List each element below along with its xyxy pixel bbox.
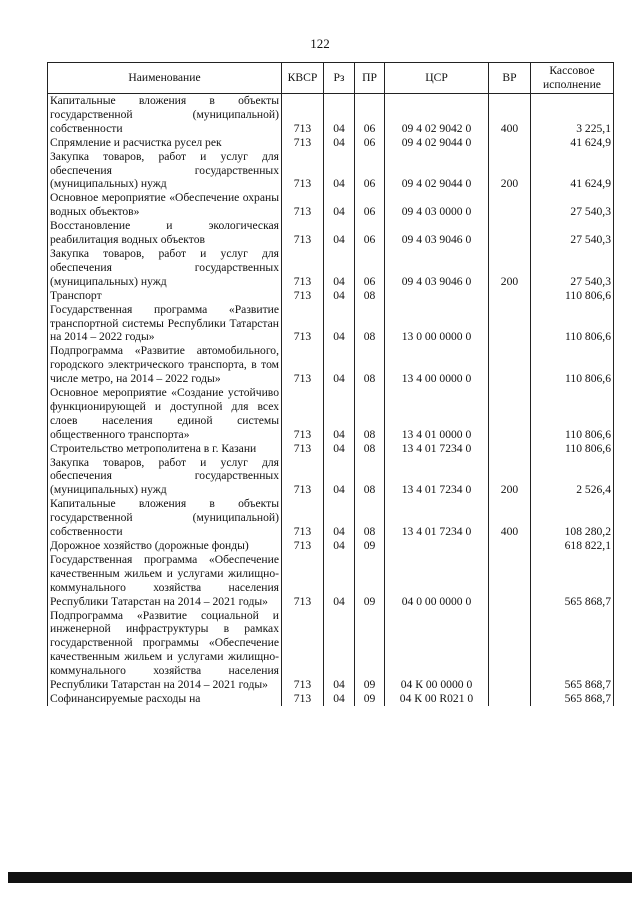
- row-name: Государственная программа «Обеспечение качественным жильем и услугами жилищно-коммунального хозяйства населения Республики Татарстан на 2014 – 2021 годы»: [48, 553, 282, 609]
- budget-execution-table: [47, 62, 614, 706]
- row-rz: 04: [324, 219, 355, 247]
- row-vr: [489, 539, 531, 553]
- row-rz: 04: [324, 344, 355, 386]
- table-row: [48, 191, 614, 219]
- row-amount: 618 822,1: [531, 539, 614, 553]
- header-pr: ПР: [355, 63, 385, 94]
- row-pr: 09: [355, 553, 385, 609]
- table-row: [48, 219, 614, 247]
- row-rz: 04: [324, 94, 355, 136]
- row-kvsr: 713: [282, 150, 324, 192]
- row-amount: 3 225,1: [531, 94, 614, 136]
- row-kvsr: 713: [282, 94, 324, 136]
- row-csr: 04 К 00 R021 0: [385, 692, 489, 706]
- table-row: [48, 303, 614, 345]
- row-amount: 565 868,7: [531, 553, 614, 609]
- row-name: Основное мероприятие «Создание устойчиво функционирующей и доступной для всех слоев населения единой системы общественного транспорта»: [48, 386, 282, 442]
- row-kvsr: 713: [282, 456, 324, 498]
- row-pr: 09: [355, 692, 385, 706]
- row-pr: 08: [355, 303, 385, 345]
- row-vr: 200: [489, 150, 531, 192]
- row-pr: 06: [355, 94, 385, 136]
- row-amount: 110 806,6: [531, 303, 614, 345]
- row-name: Строительство метрополитена в г. Казани: [48, 442, 282, 456]
- row-vr: [489, 289, 531, 303]
- table-row: [48, 289, 614, 303]
- row-vr: [489, 136, 531, 150]
- row-csr: 09 4 02 9044 0: [385, 136, 489, 150]
- table-row: [48, 692, 614, 706]
- row-name: Основное мероприятие «Обеспечение охраны водных объектов»: [48, 191, 282, 219]
- row-vr: [489, 191, 531, 219]
- row-csr: 13 4 01 0000 0: [385, 386, 489, 442]
- row-pr: 08: [355, 456, 385, 498]
- row-vr: [489, 219, 531, 247]
- row-pr: 08: [355, 442, 385, 456]
- row-rz: 04: [324, 553, 355, 609]
- row-kvsr: 713: [282, 609, 324, 692]
- table-row: [48, 386, 614, 442]
- header-kvsr: КВСР: [282, 63, 324, 94]
- row-pr: 06: [355, 191, 385, 219]
- row-kvsr: 713: [282, 553, 324, 609]
- row-amount: 565 868,7: [531, 692, 614, 706]
- row-vr: [489, 609, 531, 692]
- row-amount: 2 526,4: [531, 456, 614, 498]
- row-rz: 04: [324, 497, 355, 539]
- table-row: [48, 247, 614, 289]
- row-csr: 09 4 02 9044 0: [385, 150, 489, 192]
- header-rz: Рз: [324, 63, 355, 94]
- row-kvsr: 713: [282, 539, 324, 553]
- row-csr: 13 0 00 0000 0: [385, 303, 489, 345]
- row-kvsr: 713: [282, 191, 324, 219]
- row-csr: 09 4 03 0000 0: [385, 191, 489, 219]
- row-amount: 108 280,2: [531, 497, 614, 539]
- row-pr: 06: [355, 150, 385, 192]
- row-rz: 04: [324, 150, 355, 192]
- table-row: [48, 456, 614, 498]
- row-csr: 09 4 02 9042 0: [385, 94, 489, 136]
- row-csr: 13 4 01 7234 0: [385, 456, 489, 498]
- scan-edge-bar: [8, 872, 632, 883]
- row-kvsr: 713: [282, 442, 324, 456]
- row-name: Восстановление и экологическая реабилитация водных объектов: [48, 219, 282, 247]
- row-name: Капитальные вложения в объекты государственной (муниципальной) собственности: [48, 497, 282, 539]
- row-name: Закупка товаров, работ и услуг для обеспечения государственных (муниципальных) нужд: [48, 247, 282, 289]
- row-amount: 110 806,6: [531, 442, 614, 456]
- row-pr: 08: [355, 497, 385, 539]
- row-name: Государственная программа «Развитие транспортной системы Республики Татарстан на 2014 – 2022 годы»: [48, 303, 282, 345]
- row-rz: 04: [324, 609, 355, 692]
- row-pr: 08: [355, 386, 385, 442]
- row-kvsr: 713: [282, 303, 324, 345]
- row-kvsr: 713: [282, 289, 324, 303]
- row-csr: 09 4 03 9046 0: [385, 247, 489, 289]
- row-pr: 06: [355, 219, 385, 247]
- row-name: Капитальные вложения в объекты государственной (муниципальной) собственности: [48, 94, 282, 136]
- row-name: Закупка товаров, работ и услуг для обеспечения государственных (муниципальных) нужд: [48, 456, 282, 498]
- row-rz: 04: [324, 303, 355, 345]
- row-name: Подпрограмма «Развитие автомобильного, городского электрического транспорта, в том числе метро, на 2014 – 2022 годы»: [48, 344, 282, 386]
- table-row: [48, 539, 614, 553]
- row-amount: 41 624,9: [531, 150, 614, 192]
- table-header-row: [48, 63, 614, 94]
- table-row: [48, 136, 614, 150]
- table-row: [48, 609, 614, 692]
- row-amount: 41 624,9: [531, 136, 614, 150]
- row-pr: 08: [355, 344, 385, 386]
- row-amount: 110 806,6: [531, 344, 614, 386]
- row-csr: 13 4 00 0000 0: [385, 344, 489, 386]
- row-csr: 13 4 01 7234 0: [385, 442, 489, 456]
- row-vr: 400: [489, 497, 531, 539]
- row-csr: 04 0 00 0000 0: [385, 553, 489, 609]
- row-amount: 27 540,3: [531, 219, 614, 247]
- row-kvsr: 713: [282, 386, 324, 442]
- table-row: [48, 553, 614, 609]
- row-amount: 27 540,3: [531, 247, 614, 289]
- row-name: Транспорт: [48, 289, 282, 303]
- row-kvsr: 713: [282, 344, 324, 386]
- row-rz: 04: [324, 539, 355, 553]
- row-pr: 06: [355, 247, 385, 289]
- row-csr: [385, 539, 489, 553]
- table-row: [48, 344, 614, 386]
- row-vr: 200: [489, 456, 531, 498]
- row-vr: 200: [489, 247, 531, 289]
- row-csr: 09 4 03 9046 0: [385, 219, 489, 247]
- row-kvsr: 713: [282, 219, 324, 247]
- row-rz: 04: [324, 191, 355, 219]
- row-vr: [489, 386, 531, 442]
- row-amount: 27 540,3: [531, 191, 614, 219]
- row-name: Спрямление и расчистка русел рек: [48, 136, 282, 150]
- header-csr: ЦСР: [385, 63, 489, 94]
- row-name: Дорожное хозяйство (дорожные фонды): [48, 539, 282, 553]
- row-rz: 04: [324, 289, 355, 303]
- row-pr: 06: [355, 136, 385, 150]
- row-amount: 110 806,6: [531, 386, 614, 442]
- row-kvsr: 713: [282, 692, 324, 706]
- row-csr: [385, 289, 489, 303]
- table-row: [48, 150, 614, 192]
- row-kvsr: 713: [282, 497, 324, 539]
- row-rz: 04: [324, 386, 355, 442]
- row-rz: 04: [324, 247, 355, 289]
- header-vr: ВР: [489, 63, 531, 94]
- row-name: Закупка товаров, работ и услуг для обеспечения государственных (муниципальных) нужд: [48, 150, 282, 192]
- page-number: 122: [310, 36, 330, 51]
- row-csr: 13 4 01 7234 0: [385, 497, 489, 539]
- row-csr: 04 К 00 0000 0: [385, 609, 489, 692]
- table-row: [48, 94, 614, 136]
- row-pr: 08: [355, 289, 385, 303]
- table-row: [48, 497, 614, 539]
- row-rz: 04: [324, 692, 355, 706]
- table-row: [48, 442, 614, 456]
- row-amount: 110 806,6: [531, 289, 614, 303]
- row-rz: 04: [324, 136, 355, 150]
- row-vr: [489, 344, 531, 386]
- row-amount: 565 868,7: [531, 609, 614, 692]
- row-rz: 04: [324, 456, 355, 498]
- header-name: Наименование: [48, 63, 282, 94]
- row-pr: 09: [355, 539, 385, 553]
- row-vr: 400: [489, 94, 531, 136]
- row-kvsr: 713: [282, 136, 324, 150]
- row-kvsr: 713: [282, 247, 324, 289]
- row-pr: 09: [355, 609, 385, 692]
- row-vr: [489, 303, 531, 345]
- row-vr: [489, 692, 531, 706]
- row-vr: [489, 553, 531, 609]
- row-name: Подпрограмма «Развитие социальной и инженерной инфраструктуры в рамках государственной программы «Обеспечение качественным жильем и услугами жилищно-коммунального хозяйства населения Республики Татарстан на 2014 – 2021 годы»: [48, 609, 282, 692]
- row-rz: 04: [324, 442, 355, 456]
- row-vr: [489, 442, 531, 456]
- row-name: Софинансируемые расходы на: [48, 692, 282, 706]
- header-amount: Кассовое исполнение: [531, 63, 614, 94]
